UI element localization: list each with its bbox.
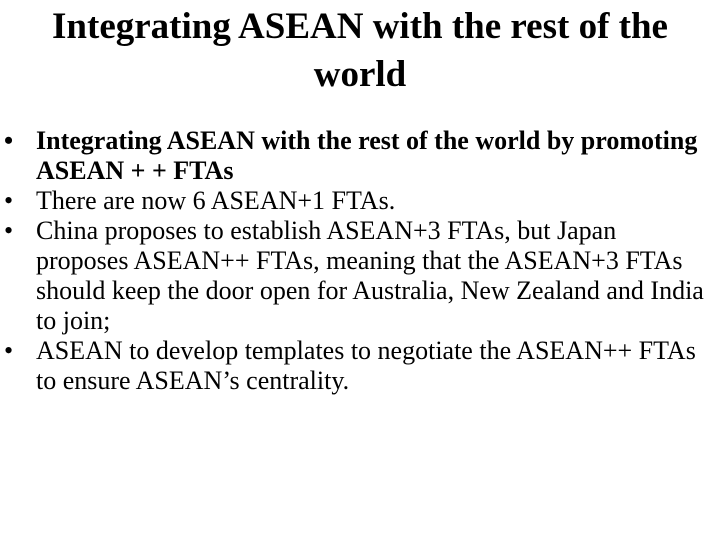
bullet-text: Integrating ASEAN with the rest of the world by promoting ASEAN + + FTAs [36, 126, 698, 185]
bullet-dot: • [4, 216, 14, 245]
bullet-item [0, 216, 720, 336]
bullet-dot: • [4, 336, 14, 365]
bullet-dot: • [4, 186, 14, 215]
bullet-text: There are now 6 ASEAN+1 FTAs. [36, 186, 396, 215]
bullet-item [0, 186, 720, 216]
bullet-item [0, 126, 720, 186]
bullet-dot: • [4, 126, 14, 155]
slide-title: Integrating ASEAN with the rest of the world [52, 6, 668, 95]
bullet-item [0, 336, 720, 396]
bullet-list [0, 126, 720, 396]
bullet-text: China proposes to establish ASEAN+3 FTAs, but Japan proposes ASEAN++ FTAs, meaning that the ASEAN+3 FTAs should keep the door open for Australia, New Zealand and India to join; [36, 216, 704, 335]
bullet-text: ASEAN to develop templates to negotiate the ASEAN++ FTAs to ensure ASEAN’s centrality. [36, 336, 696, 395]
